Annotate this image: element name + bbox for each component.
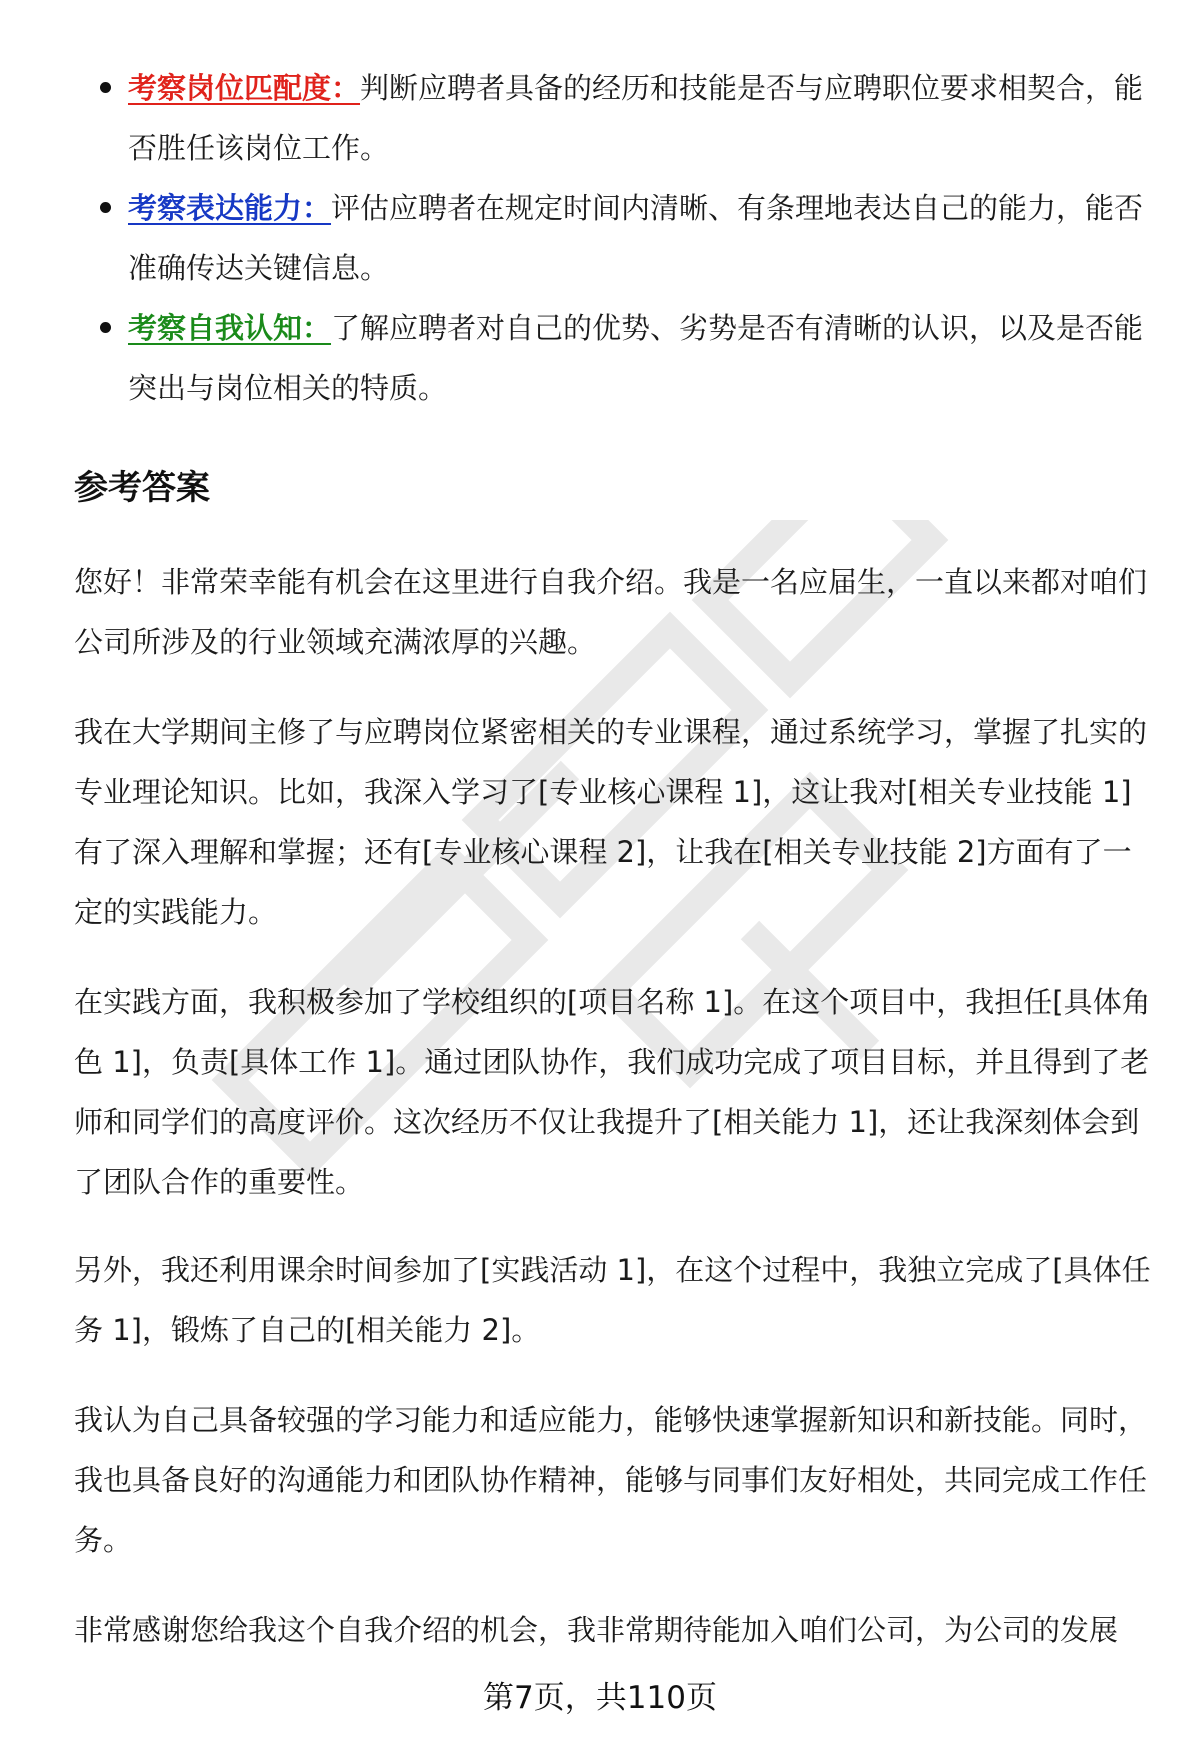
bullet-dot xyxy=(100,202,111,213)
criterion-text: 判断应聘者具备的经历和技能是否与应聘职位要求相契合，能否胜任该岗位工作。 xyxy=(128,71,1144,165)
evaluation-criteria-list xyxy=(74,58,1154,418)
criterion-item xyxy=(74,298,1154,418)
criterion-key: 考察自我认知： xyxy=(128,311,332,345)
bullet-dot xyxy=(100,82,111,93)
answer-paragraph: 我认为自己具备较强的学习能力和适应能力，能够快速掌握新知识和新技能。同时，我也具备良好的沟通能力和团队协作精神，能够与同事们友好相处，共同完成工作任务。 xyxy=(74,1403,1148,1557)
criterion-item xyxy=(74,178,1154,298)
criterion-item xyxy=(74,58,1154,178)
criterion-key: 考察表达能力： xyxy=(128,191,332,225)
criterion-key: 考察岗位匹配度： xyxy=(128,71,361,105)
page-footer: 第7页，共110页 xyxy=(483,1680,717,1716)
answer-paragraph: 另外，我还利用课余时间参加了[实践活动 1]，在这个过程中，我独立完成了[具体任务 1]，锻炼了自己的[相关能力 2]。 xyxy=(74,1253,1151,1347)
bullet-dot xyxy=(100,322,111,333)
criterion-text: 评估应聘者在规定时间内清晰、有条理地表达自己的能力，能否准确传达关键信息。 xyxy=(128,191,1144,285)
section-title: 参考答案 xyxy=(74,468,210,508)
answer-paragraph: 在实践方面，我积极参加了学校组织的[项目名称 1]。在这个项目中，我担任[具体角色 1]，负责[具体工作 1]。通过团队协作，我们成功完成了项目目标，并且得到了老师和同学们的高度评价。这次经历不仅让我提升了[相关能力 1]，还让我深刻体会到了团队合作的重要性。 xyxy=(74,985,1151,1199)
criterion-text: 了解应聘者对自己的优势、劣势是否有清晰的认识，以及是否能突出与岗位相关的特质。 xyxy=(128,311,1144,405)
answer-paragraph: 您好！非常荣幸能有机会在这里进行自我介绍。我是一名应届生，一直以来都对咱们公司所涉及的行业领域充满浓厚的兴趣。 xyxy=(74,565,1148,659)
answer-paragraph: 非常感谢您给我这个自我介绍的机会，我非常期待能加入咱们公司，为公司的发展 xyxy=(74,1613,1119,1647)
answer-paragraph: 我在大学期间主修了与应聘岗位紧密相关的专业课程，通过系统学习，掌握了扎实的专业理论知识。比如，我深入学习了[专业核心课程 1]，这让我对[相关专业技能 1]有了深入理解和掌握；还有[专业核心课程 2]，让我在[相关专业技能 2]方面有了一定的实践能力。 xyxy=(74,715,1148,929)
